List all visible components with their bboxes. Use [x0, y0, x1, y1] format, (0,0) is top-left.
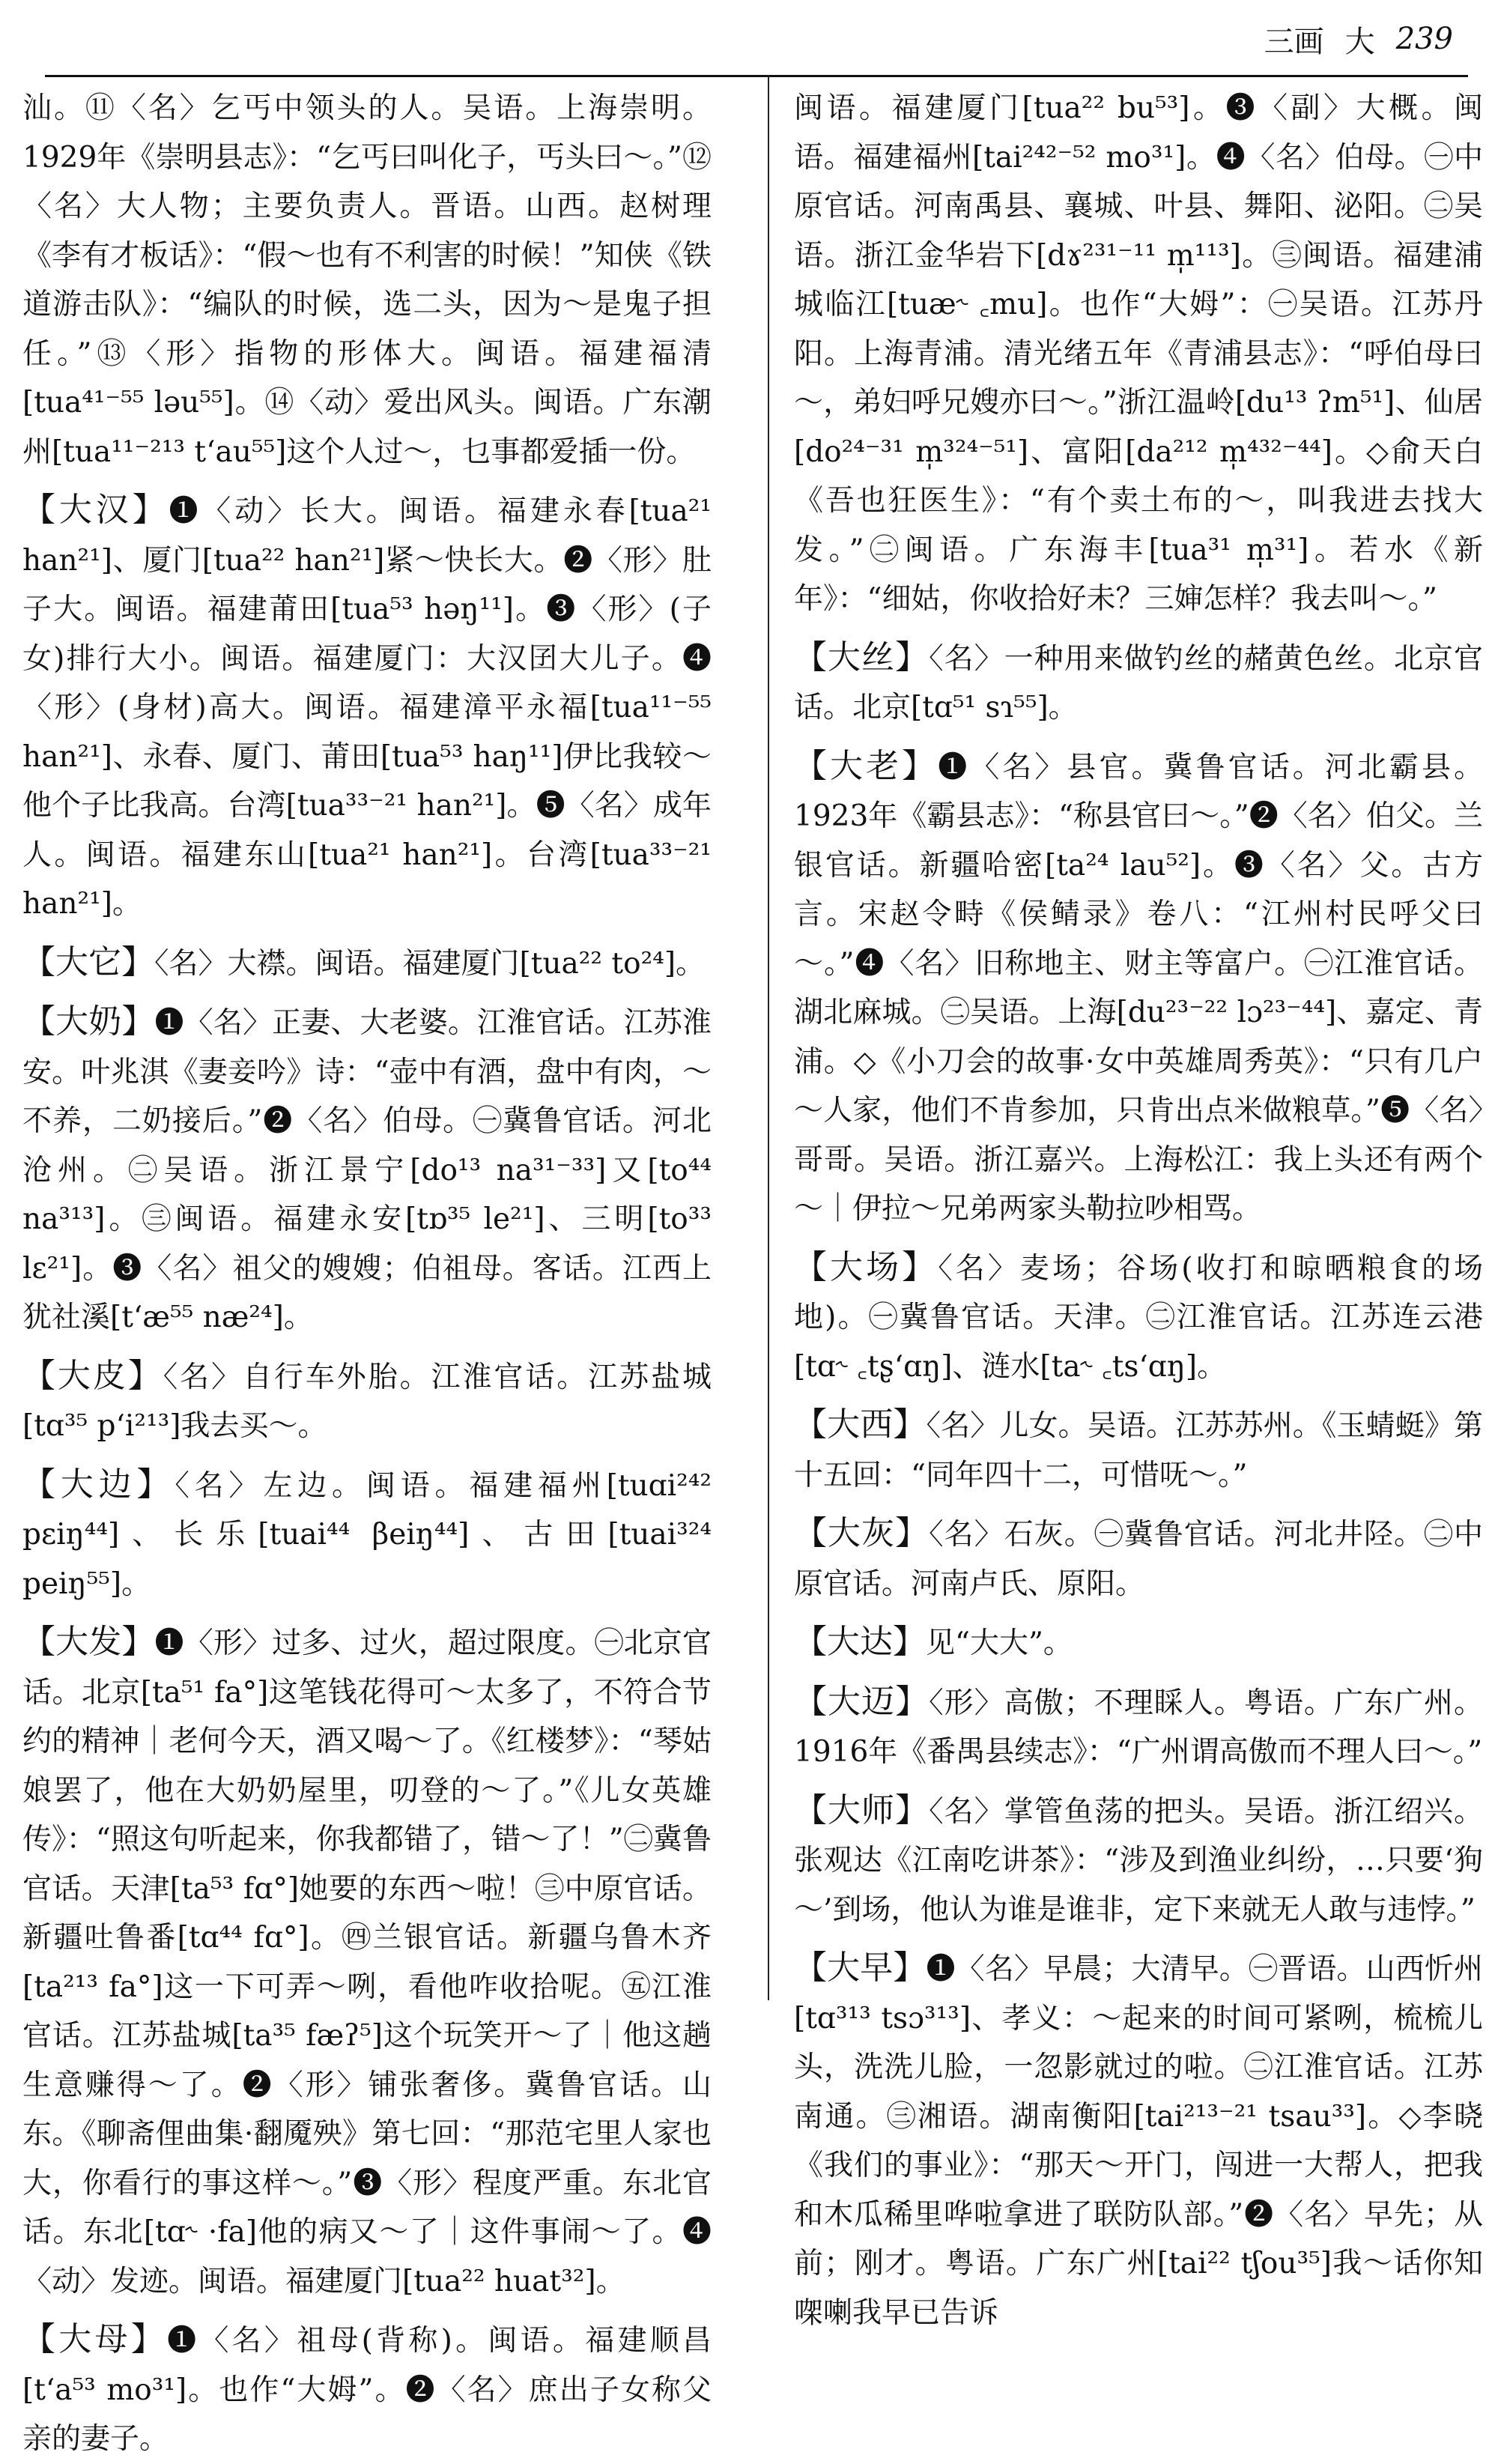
- entry-text: 〈名〉自行车外胎。江淮官话。江苏盐城[tɑ³⁵ p‘i²¹³]我去买～。: [22, 1360, 712, 1443]
- dictionary-entry: [794, 633, 1483, 733]
- entry-text: ❶〈名〉早晨；大清早。㊀晋语。山西忻州[tɑ³¹³ tsɔ³¹³]、孝义：～起来的时间可紧咧，梳梳儿头，洗洗儿脸，一忽影就过的啦。㊁江淮官话。江苏南通。㊂湘语。湖南衡阳[tai²¹³⁻²¹ tsau³³]。◇李晓《我们的事业》：“那天～开门，闯进一大帮人，把我和木瓜稀里哗啦拿进了联防队部。”❷〈名〉早先；从前；刚才。粤语。广东广州[tai²² tʃou³⁵]我～话你知㗎喇我早已告诉: [794, 1952, 1483, 2330]
- entry-text: 〈名〉一种用来做钓丝的赭黄色丝。北京官话。北京[tɑ⁵¹ sɿ⁵⁵]。: [794, 641, 1483, 724]
- entry-text: 〈名〉儿女。吴语。江苏苏州。《玉蜻蜓》第十五回：“同年四十二，可惜呒～。”: [794, 1409, 1483, 1492]
- header-rule: [45, 75, 1468, 77]
- section-label: 三画: [1264, 24, 1324, 59]
- entry-headword: 【大边】: [22, 1465, 175, 1504]
- page-number: 239: [1395, 22, 1453, 56]
- entry-headword: 【大皮】: [22, 1356, 163, 1395]
- entry-text: 〈名〉石灰。㊀冀鲁官话。河北井陉。㊁中原官话。河南卢氏、原阳。: [794, 1518, 1483, 1601]
- entry-text: ❶〈名〉祖母(背称)。闽语。福建顺昌[t‘a⁵³ mo³¹]。也作“大姆”。❷〈名〉庶出子女称父亲的妻子。: [22, 2324, 712, 2456]
- entry-text: 见“大大”。: [926, 1626, 1073, 1660]
- dictionary-entry: [794, 742, 1483, 1234]
- dictionary-entry: [794, 1400, 1483, 1500]
- entry-text: 汕。⑪〈名〉乞丐中领头的人。吴语。上海崇明。1929年《崇明县志》：“乞丐曰叫化子，丐头曰～。”⑫〈名〉大人物；主要负责人。晋语。山西。赵树理《李有才板话》：“假～也有不利害的时候！”知侠《铁道游击队》：“编队的时候，选二头，因为～是鬼子担任。”⑬〈形〉指物的形体大。闽语。福建福清[tua⁴¹⁻⁵⁵ ləu⁵⁵]。⑭〈动〉爱出风头。闽语。广东潮州[tua¹¹⁻²¹³ t‘au⁵⁵]这个人过～，乜事都爱插一份。: [22, 91, 712, 469]
- radical-label: 大: [1344, 24, 1375, 59]
- dictionary-entry: [794, 1243, 1483, 1392]
- dictionary-entry: [794, 1943, 1483, 2337]
- entry-headword: 【大西】: [794, 1405, 927, 1444]
- dictionary-entry: [22, 1460, 712, 1609]
- entry-text: 〈形〉高傲；不理睬人。粤语。广东广州。1916年《番禺县续志》：“广州谓高傲而不理人曰～。”: [794, 1686, 1483, 1769]
- dictionary-entry: [22, 1351, 712, 1451]
- entry-headword: 【大老】: [794, 746, 938, 785]
- entry-headword: 【大师】: [794, 1791, 930, 1829]
- entry-text: 〈名〉大襟。闽语。福建厦门[tua²² to²⁴]。: [154, 946, 706, 981]
- right-column: [794, 82, 1484, 2330]
- entry-headword: 【大达】: [794, 1623, 926, 1661]
- entry-headword: 【大灰】: [794, 1514, 930, 1552]
- dictionary-entry: [22, 485, 712, 929]
- dictionary-entry: [794, 1617, 1483, 1668]
- entry-text: 〈名〉麦场；谷场(收打和晾晒粮食的场地)。㊀冀鲁官话。天津。㊁江淮官话。江苏连云港[tɑ˞ ꜀tʂ‘ɑŋ]、涟水[ta˞ ꜀ts‘ɑŋ]。: [794, 1251, 1484, 1384]
- left-column: [22, 82, 712, 2456]
- dictionary-entry: [22, 2315, 712, 2464]
- entry-headword: 【大奶】: [22, 1002, 155, 1041]
- dictionary-entry: [794, 1786, 1483, 1935]
- page-header: [1168, 16, 1453, 61]
- dictionary-entry: [794, 1677, 1483, 1777]
- dictionary-entry: [22, 997, 712, 1343]
- entry-headword: 【大它】: [22, 942, 154, 981]
- entry-headword: 【大场】: [794, 1247, 938, 1286]
- entry-headword: 【大丝】: [794, 638, 930, 676]
- entry-headword: 【大母】: [22, 2320, 168, 2358]
- dictionary-entry: [794, 1509, 1483, 1608]
- entry-text: 〈名〉左边。闽语。福建福州[tuɑi²⁴² pɛiŋ⁴⁴]、长乐[tuai⁴⁴ βeiŋ⁴⁴]、古田[tuai³²⁴ peiŋ⁵⁵]。: [22, 1468, 712, 1601]
- dictionary-entry: [794, 82, 1483, 624]
- entry-text: ❶〈形〉过多、过火，超过限度。㊀北京官话。北京[ta⁵¹ fa°]这笔钱花得可～太多了，不符合节约的精神｜老何今天，酒又喝～了。《红楼梦》：“琴姑娘罢了，他在大奶奶屋里，叨登的～了。”《儿女英雄传》：“照这句听起来，你我都错了，错～了！”㊁冀鲁官话。天津[ta⁵³ fɑ°]她要的东西～啦！㊂中原官话。新疆吐鲁番[tɑ⁴⁴ fɑ°]。㊃兰银官话。新疆乌鲁木齐[ta²¹³ fa°]这一下可弄～咧，看他咋收拾呢。㊄江淮官话。江苏盐城[ta³⁵ fæʔ⁵]这个玩笑开～了｜他这趟生意赚得～了。❷〈形〉铺张奢侈。冀鲁官话。山东。《聊斋俚曲集·翻魇殃》第七回：“那范宅里人家也大，你看行的事这样～。”❸〈形〉程度严重。东北官话。东北[tɑ˞ ·fa]他的病又～了｜这件事闹～了。❹〈动〉发迹。闽语。福建厦门[tua²² huat³²]。: [22, 1626, 712, 2298]
- entry-text: 闽语。福建厦门[tua²² bu⁵³]。❸〈副〉大概。闽语。福建福州[tai²⁴²⁻⁵² mo³¹]。❹〈名〉伯母。㊀中原官话。河南禹县、襄城、叶县、舞阳、泌阳。㊁吴语。浙江金华岩下[dɤ²³¹⁻¹¹ m̩¹¹³]。㊂闽语。福建浦城临江[tuæ˞ ꜀mu]。也作“大姆”：㊀吴语。江苏丹阳。上海青浦。清光绪五年《青浦县志》：“呼伯母曰～，弟妇呼兄嫂亦曰～。”浙江温岭[du¹³ ʔm⁵¹]、仙居[do²⁴⁻³¹ m̩³²⁴⁻⁵¹]、富阳[da²¹² m̩⁴³²⁻⁴⁴]。◇俞天白《吾也狂医生》：“有个卖土布的～，叫我进去找大发。”㊁闽语。广东海丰[tua³¹ m̩³¹]。若水《新年》：“细姑，你收拾好未？三婶怎样？我去叫～。”: [794, 91, 1483, 616]
- entry-text: ❶〈动〉长大。闽语。福建永春[tua²¹ han²¹]、厦门[tua²² han²¹]紧～快长大。❷〈形〉肚子大。闽语。福建莆田[tua⁵³ həŋ¹¹]。❸〈形〉(子女)排行大小。闽语。福建厦门：大汉囝大儿子。❹〈形〉(身材)高大。闽语。福建漳平永福[tua¹¹⁻⁵⁵ han²¹]、永春、厦门、莆田[tua⁵³ haŋ¹¹]伊比我较～他个子比我高。台湾[tua³³⁻²¹ han²¹]。❺〈名〉成年人。闽语。福建东山[tua²¹ han²¹]。台湾[tua³³⁻²¹ han²¹]。: [22, 494, 712, 921]
- column-divider: [768, 75, 769, 2000]
- dictionary-entry: [22, 1617, 712, 2306]
- entry-headword: 【大发】: [22, 1623, 155, 1661]
- entry-headword: 【大早】: [794, 1949, 927, 1987]
- entry-text: ❶〈名〉正妻、大老婆。江淮官话。江苏淮安。叶兆淇《妻妾吟》诗：“壶中有酒，盘中有肉，～不养，二奶接后。”❷〈名〉伯母。㊀冀鲁官话。河北沧州。㊁吴语。浙江景宁[do¹³ na³¹⁻³³]又[to⁴⁴ na³¹³]。㊂闽语。福建永安[tɒ³⁵ le²¹]、三明[to³³ lɛ²¹]。❸〈名〉祖父的嫂嫂；伯祖母。客话。江西上犹社溪[t‘æ⁵⁵ næ²⁴]。: [22, 1006, 712, 1334]
- entry-headword: 【大迈】: [794, 1682, 930, 1721]
- dictionary-entry: [22, 82, 712, 476]
- entry-headword: 【大汉】: [22, 491, 169, 529]
- entry-text: 〈名〉掌管鱼荡的把头。吴语。浙江绍兴。张观达《江南吃讲茶》：“涉及到渔业纠纷，…只要‘狗～’到场，他认为谁是谁非，定下来就无人敢与违悖。”: [794, 1794, 1483, 1927]
- entry-text: ❶〈名〉县官。冀鲁官话。河北霸县。1923年《霸县志》：“称县官曰～。”❷〈名〉伯父。兰银官话。新疆哈密[ta²⁴ lau⁵²]。❸〈名〉父。古方言。宋赵令畤《侯鲭录》卷八：“江州村民呼父曰～。”❹〈名〉旧称地主、财主等富户。㊀江淮官话。湖北麻城。㊁吴语。上海[du²³⁻²² lɔ²³⁻⁴⁴]、嘉定、青浦。◇《小刀会的故事·女中英雄周秀英》：“只有几户～人家，他们不肯参加，只肯出点米做粮草。”❺〈名〉哥哥。吴语。浙江嘉兴。上海松江：我上头还有两个～｜伊拉～兄弟两家头勒拉吵相骂。: [794, 750, 1483, 1226]
- dictionary-entry: [22, 938, 712, 989]
